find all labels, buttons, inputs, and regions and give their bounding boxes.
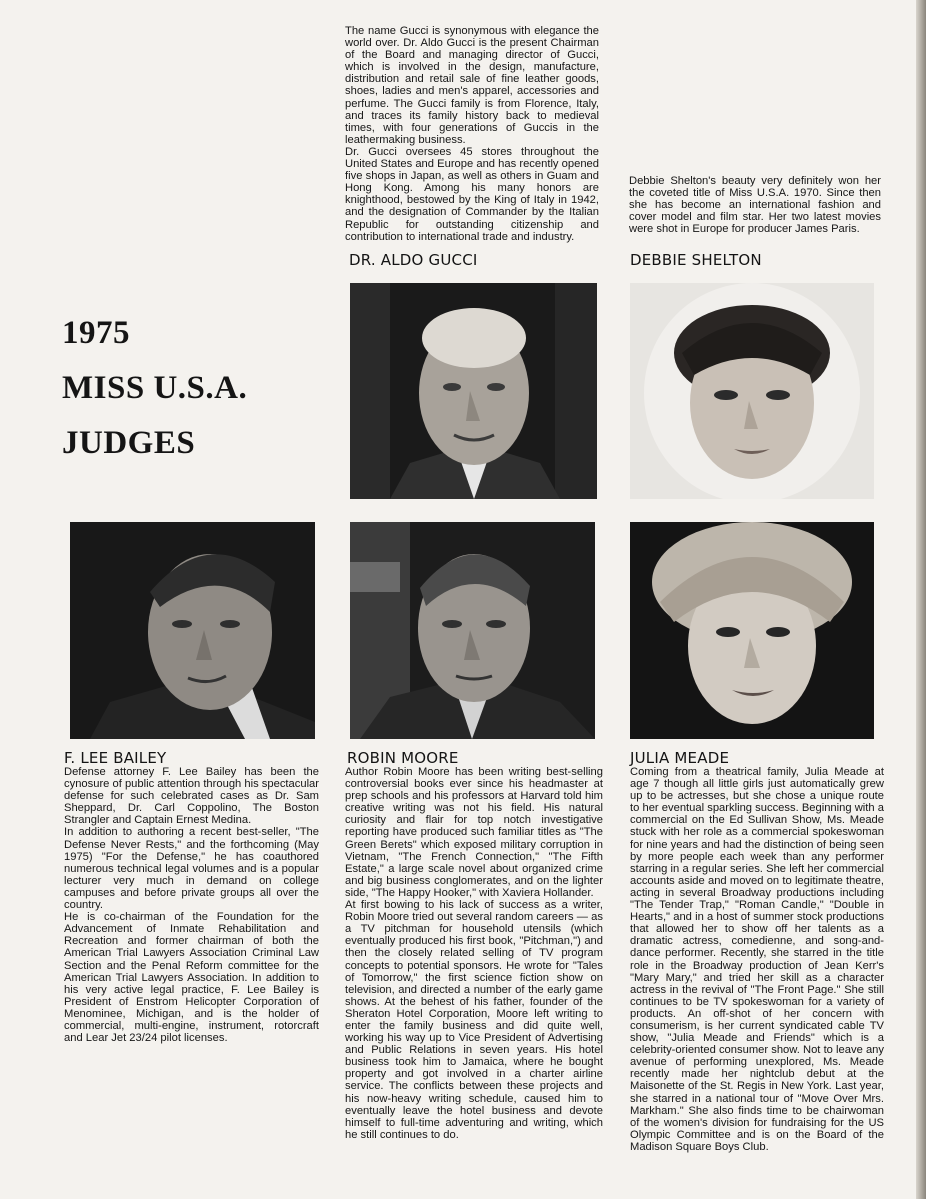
bailey-portrait-photo xyxy=(70,522,315,739)
gucci-bio xyxy=(345,25,599,243)
shelton-name: DEBBIE SHELTON xyxy=(630,251,762,269)
moore-bio-para-1: Author Robin Moore has been writing best-selling controversial books ever since his headmaster at prep schools and his professors at Harvard told him creative writing was not his field. His natural curiosity and flair for top notch investigative reporting have produced such familiar titles as "The Green Berets" which exposed military corruption in Vietnam, "The French Connection," "The Fifth Estate," a large scale novel about organized crime and big business conglomerates, and on the lighter side, "The Happy Hooker," with Xaviera Hollander. xyxy=(345,766,603,899)
meade-portrait-photo xyxy=(630,522,874,739)
shelton-bio-para-1: Debbie Shelton's beauty very definitely won her the coveted title of Miss U.S.A. 1970. Since then she has become an international fashion and cover model and film star. Her two latest movies were shot in Europe for producer James Paris. xyxy=(629,175,881,236)
meade-bio-para-1: Coming from a theatrical family, Julia Meade at age 7 though all little girls just automatically grew up to be actresses, but she chose a unique route to her eventual sparkling success. Beginning with a commercial on the Ed Sullivan Show, Ms. Meade stuck with her role as a commercial spokeswoman for nine years and had the distinction of being seen by more people each week than any performer starring in a regular series. She left her commercial accounts aside and moved on to legitimate theatre, acting in several Broadway productions including "The Tender Trap," "Roman Candle," "Double in Hearts," and in a host of summer stock productions that allowed her to show off her talents as a dramatic actress, comedienne, and song-and-dance performer. Recently, she starred in the title role in the Broadway production of Jean Kerr's "Mary Mary," and tried her skill as a character actress in the revival of "The Front Page." She still continues to be TV spokeswoman for a variety of products. An off-shot of her concern with consumerism, is her current syndicated cable TV show, "Julia Meade and Friends" which is a celebrity-oriented consumer show. Not to leave any avenue of performing unexplored, Ms. Meade recently made her nightclub debut at the Maisonette of the St. Regis in New York. Last year, she starred in a national tour of "Move Over Mrs. Markham." She also finds time to be chairwoman of the women's division for fundraising for the US Olympic Committee and is on the Board of the Madison Square Boys Club. xyxy=(630,766,884,1153)
moore-portrait-photo xyxy=(350,522,595,739)
page-edge xyxy=(916,0,926,1199)
bailey-bio-para-1: Defense attorney F. Lee Bailey has been the cynosure of public attention through his spectacular defense for such celebrated cases as Dr. Sam Sheppard, Dr. Carl Coppolino, The Boston Strangler and Captain Ernest Medina. xyxy=(64,766,319,827)
meade-name: JULIA MEADE xyxy=(630,749,730,767)
shelton-bio xyxy=(629,175,881,235)
shelton-portrait-photo xyxy=(630,283,874,499)
moore-bio xyxy=(345,766,603,1141)
title-pageant: MISS U.S.A. xyxy=(62,370,248,406)
moore-bio-para-2: At first bowing to his lack of success as a writer, Robin Moore tried out several random careers — as a TV pitchman for household utensils (which eventually produced his first book, "Pitchman,") and then the closely related selling of TV program concepts to potential sponsors. He wrote for "Tales of Tomorrow," the first science fiction show on television, and directed a number of the early game shows. At the behest of his father, founder of the Sheraton Hotel Corporation, Moore left writing to enter the family business and did quite well, working his way up to Vice President of Advertising and Public Relations in seven years. His hotel business took him to Jamaica, where he bought property and got involved in a charter airline service. The conflicts between these projects and his now-heavy writing schedule, caused him to eventually leave the hotel business and devote himself to full-time adventuring and writing, which he still continues to do. xyxy=(345,899,603,1141)
bailey-bio xyxy=(64,766,319,1044)
gucci-portrait-photo xyxy=(350,283,597,499)
title-year: 1975 xyxy=(62,315,130,351)
meade-bio xyxy=(630,766,884,1153)
gucci-name: DR. ALDO GUCCI xyxy=(349,251,478,269)
bailey-bio-para-2: In addition to authoring a recent best-seller, "The Defense Never Rests," and the forthcoming (May 1975) "For the Defense," he has coauthored numerous technical legal volumes and is a popular lecturer very much in demand on college campuses and before private groups all over the country. xyxy=(64,826,319,912)
gucci-bio-para-2: Dr. Gucci oversees 45 stores throughout the United States and Europe and has recently opened five shops in Japan, as well as others in Guam and Hong Kong. Among his many honors are knighthood, bestowed by the King of Italy in 1942, and the designation of Commander by the Italian Republic for outstanding citizenship and contribution to international trade and industry. xyxy=(345,145,599,243)
page-title xyxy=(62,306,322,471)
bailey-name: F. LEE BAILEY xyxy=(64,749,167,767)
bailey-bio-para-3: He is co-chairman of the Foundation for the Advancement of Inmate Rehabilitation and Recreation and former chairman of both the American Trial Lawyers Association Criminal Law Section and the Penal Reform committee for the American Trial Lawyers Association. In addition to his very active legal practice, F. Lee Bailey is President of Enstrom Helicopter Corporation of Menominee, Michigan, and is the holder of commercial, multi-engine, instrument, rotorcraft and Lear Jet 23/24 pilot licenses. xyxy=(64,911,319,1045)
title-judges: JUDGES xyxy=(62,425,196,461)
gucci-bio-para-1: The name Gucci is synonymous with elegance the world over. Dr. Aldo Gucci is the present Chairman of the Board and managing director of Gucci, which is involved in the design, manufacture, distribution and retail sale of fine leather goods, shoes, ladies and men's apparel, accessories and perfume. The Gucci family is from Florence, Italy, and traces its family history back to medieval times, with four generations of Guccis in the leathermaking business. xyxy=(345,25,599,146)
moore-name: ROBIN MOORE xyxy=(347,749,459,767)
